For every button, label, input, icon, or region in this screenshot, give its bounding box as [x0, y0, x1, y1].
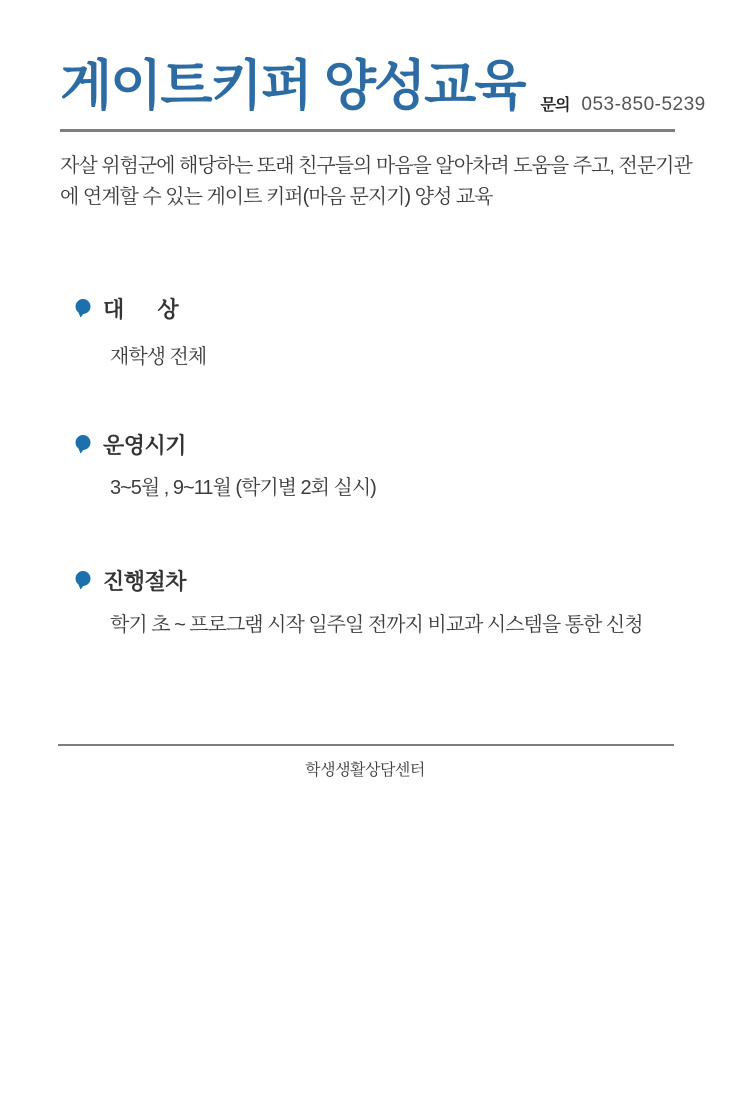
section-content: 학기 초 ~ 프로그램 시작 일주일 전까지 비교과 시스템을 통한 신청	[110, 614, 643, 636]
section-header	[75, 293, 178, 324]
contact-info	[540, 92, 705, 116]
footer-divider	[58, 744, 674, 746]
section-content: 3~5월 , 9~11월 (학기별 2회 실시)	[110, 477, 376, 499]
intro-line-1: 자살 위험군에 해당하는 또래 친구들의 마음을 알아차려 도움을 주고, 전문기관	[60, 155, 692, 177]
intro-paragraph	[60, 151, 700, 213]
intro-line-2: 에 연계할 수 있는 게이트 키퍼(마음 문지기) 양성 교육	[60, 186, 493, 208]
section-content: 재학생 전체	[110, 346, 207, 368]
section-label: 대 상	[103, 297, 179, 322]
section-label: 진행절차	[103, 569, 187, 594]
speech-bubble-bullet-icon	[75, 299, 91, 318]
footer-organization-name: 학생생활상담센터	[305, 762, 425, 779]
section-header	[75, 429, 186, 460]
section-header	[75, 565, 186, 596]
speech-bubble-bullet-icon	[75, 435, 91, 454]
contact-phone-number: 053-850-5239	[581, 94, 706, 115]
page-title: 게이트키퍼 양성교육	[60, 56, 525, 116]
title-divider	[60, 129, 675, 132]
contact-label: 문의	[540, 97, 570, 114]
masthead	[60, 50, 706, 122]
section-label: 운영시기	[103, 433, 187, 458]
speech-bubble-bullet-icon	[75, 571, 91, 590]
